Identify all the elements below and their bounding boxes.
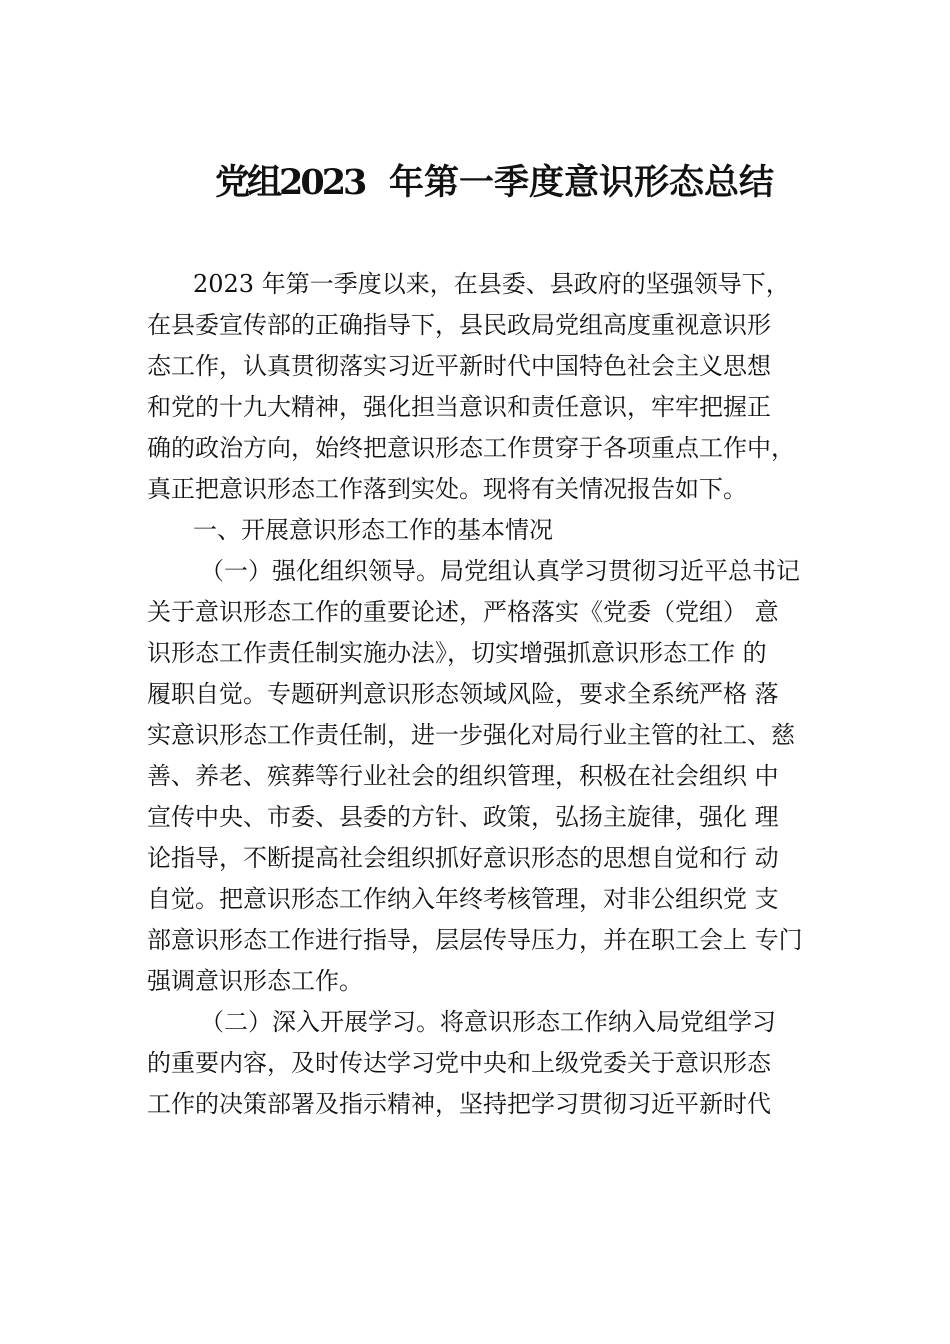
paragraph-line: 部意识形态工作进行指导，层层传导压力，并在职工会上 专门 [147, 926, 803, 954]
paragraph-line: 和党的十九大精神，强化担当意识和责任意识，牢牢把握正 [147, 393, 771, 421]
paragraph-line: 态工作，认真贯彻落实习近平新时代中国特色社会主义思想 [147, 352, 771, 380]
paragraph-line: 识形态工作责任制实施办法》，切实增强抓意识形态工作 的 [147, 639, 767, 667]
document-title [0, 158, 950, 208]
paragraph-line: 善、养老、殡葬等行业社会的组织管理，积极在社会组织 中 [147, 762, 779, 790]
section-heading: 一、开展意识形态工作的基本情况 [193, 516, 553, 544]
paragraph-line: 强调意识形态工作。 [147, 967, 363, 995]
paragraph-line: 履职自觉。专题研判意识形态领域风险，要求全系统严格 落 [147, 680, 779, 708]
paragraph-line: 关于意识形态工作的重要论述，严格落实《党委（党组） 意 [147, 598, 779, 626]
paragraph-line: 论指导，不断提高社会组织抓好意识形态的思想自觉和行 动 [147, 844, 779, 872]
title-prefix: 党组2023 [215, 162, 365, 203]
paragraph-line: 宣传中央、市委、县委的方针、政策，弘扬主旋律，强化 理 [147, 803, 779, 831]
paragraph-line: （二）深入开展学习。将意识形态工作纳入局党组学习 [200, 1008, 776, 1036]
paragraph-line: 在县委宣传部的正确指导下，县民政局党组高度重视意识形 [147, 311, 771, 339]
paragraph-line: 确的政治方向，始终把意识形态工作贯穿于各项重点工作中， [147, 434, 795, 462]
paragraph-line: 自觉。把意识形态工作纳入年终考核管理，对非公组织党 支 [147, 885, 779, 913]
paragraph-line: 工作的决策部署及指示精神，坚持把学习贯彻习近平新时代 [147, 1090, 771, 1118]
paragraph-line: 2023 年第一季度以来，在县委、县政府的坚强领导下， [193, 270, 790, 298]
paragraph-line: 实意识形态工作责任制，进一步强化对局行业主管的社工、慈 [147, 721, 795, 749]
title-main: 年第一季度意识形态总结 [389, 162, 775, 203]
paragraph-line: 真正把意识形态工作落到实处。现将有关情况报告如下。 [147, 475, 747, 503]
paragraph-line: 的重要内容，及时传达学习党中央和上级党委关于意识形态 [147, 1049, 771, 1077]
paragraph-line: （一）强化组织领导。局党组认真学习贯彻习近平总书记 [200, 557, 800, 585]
